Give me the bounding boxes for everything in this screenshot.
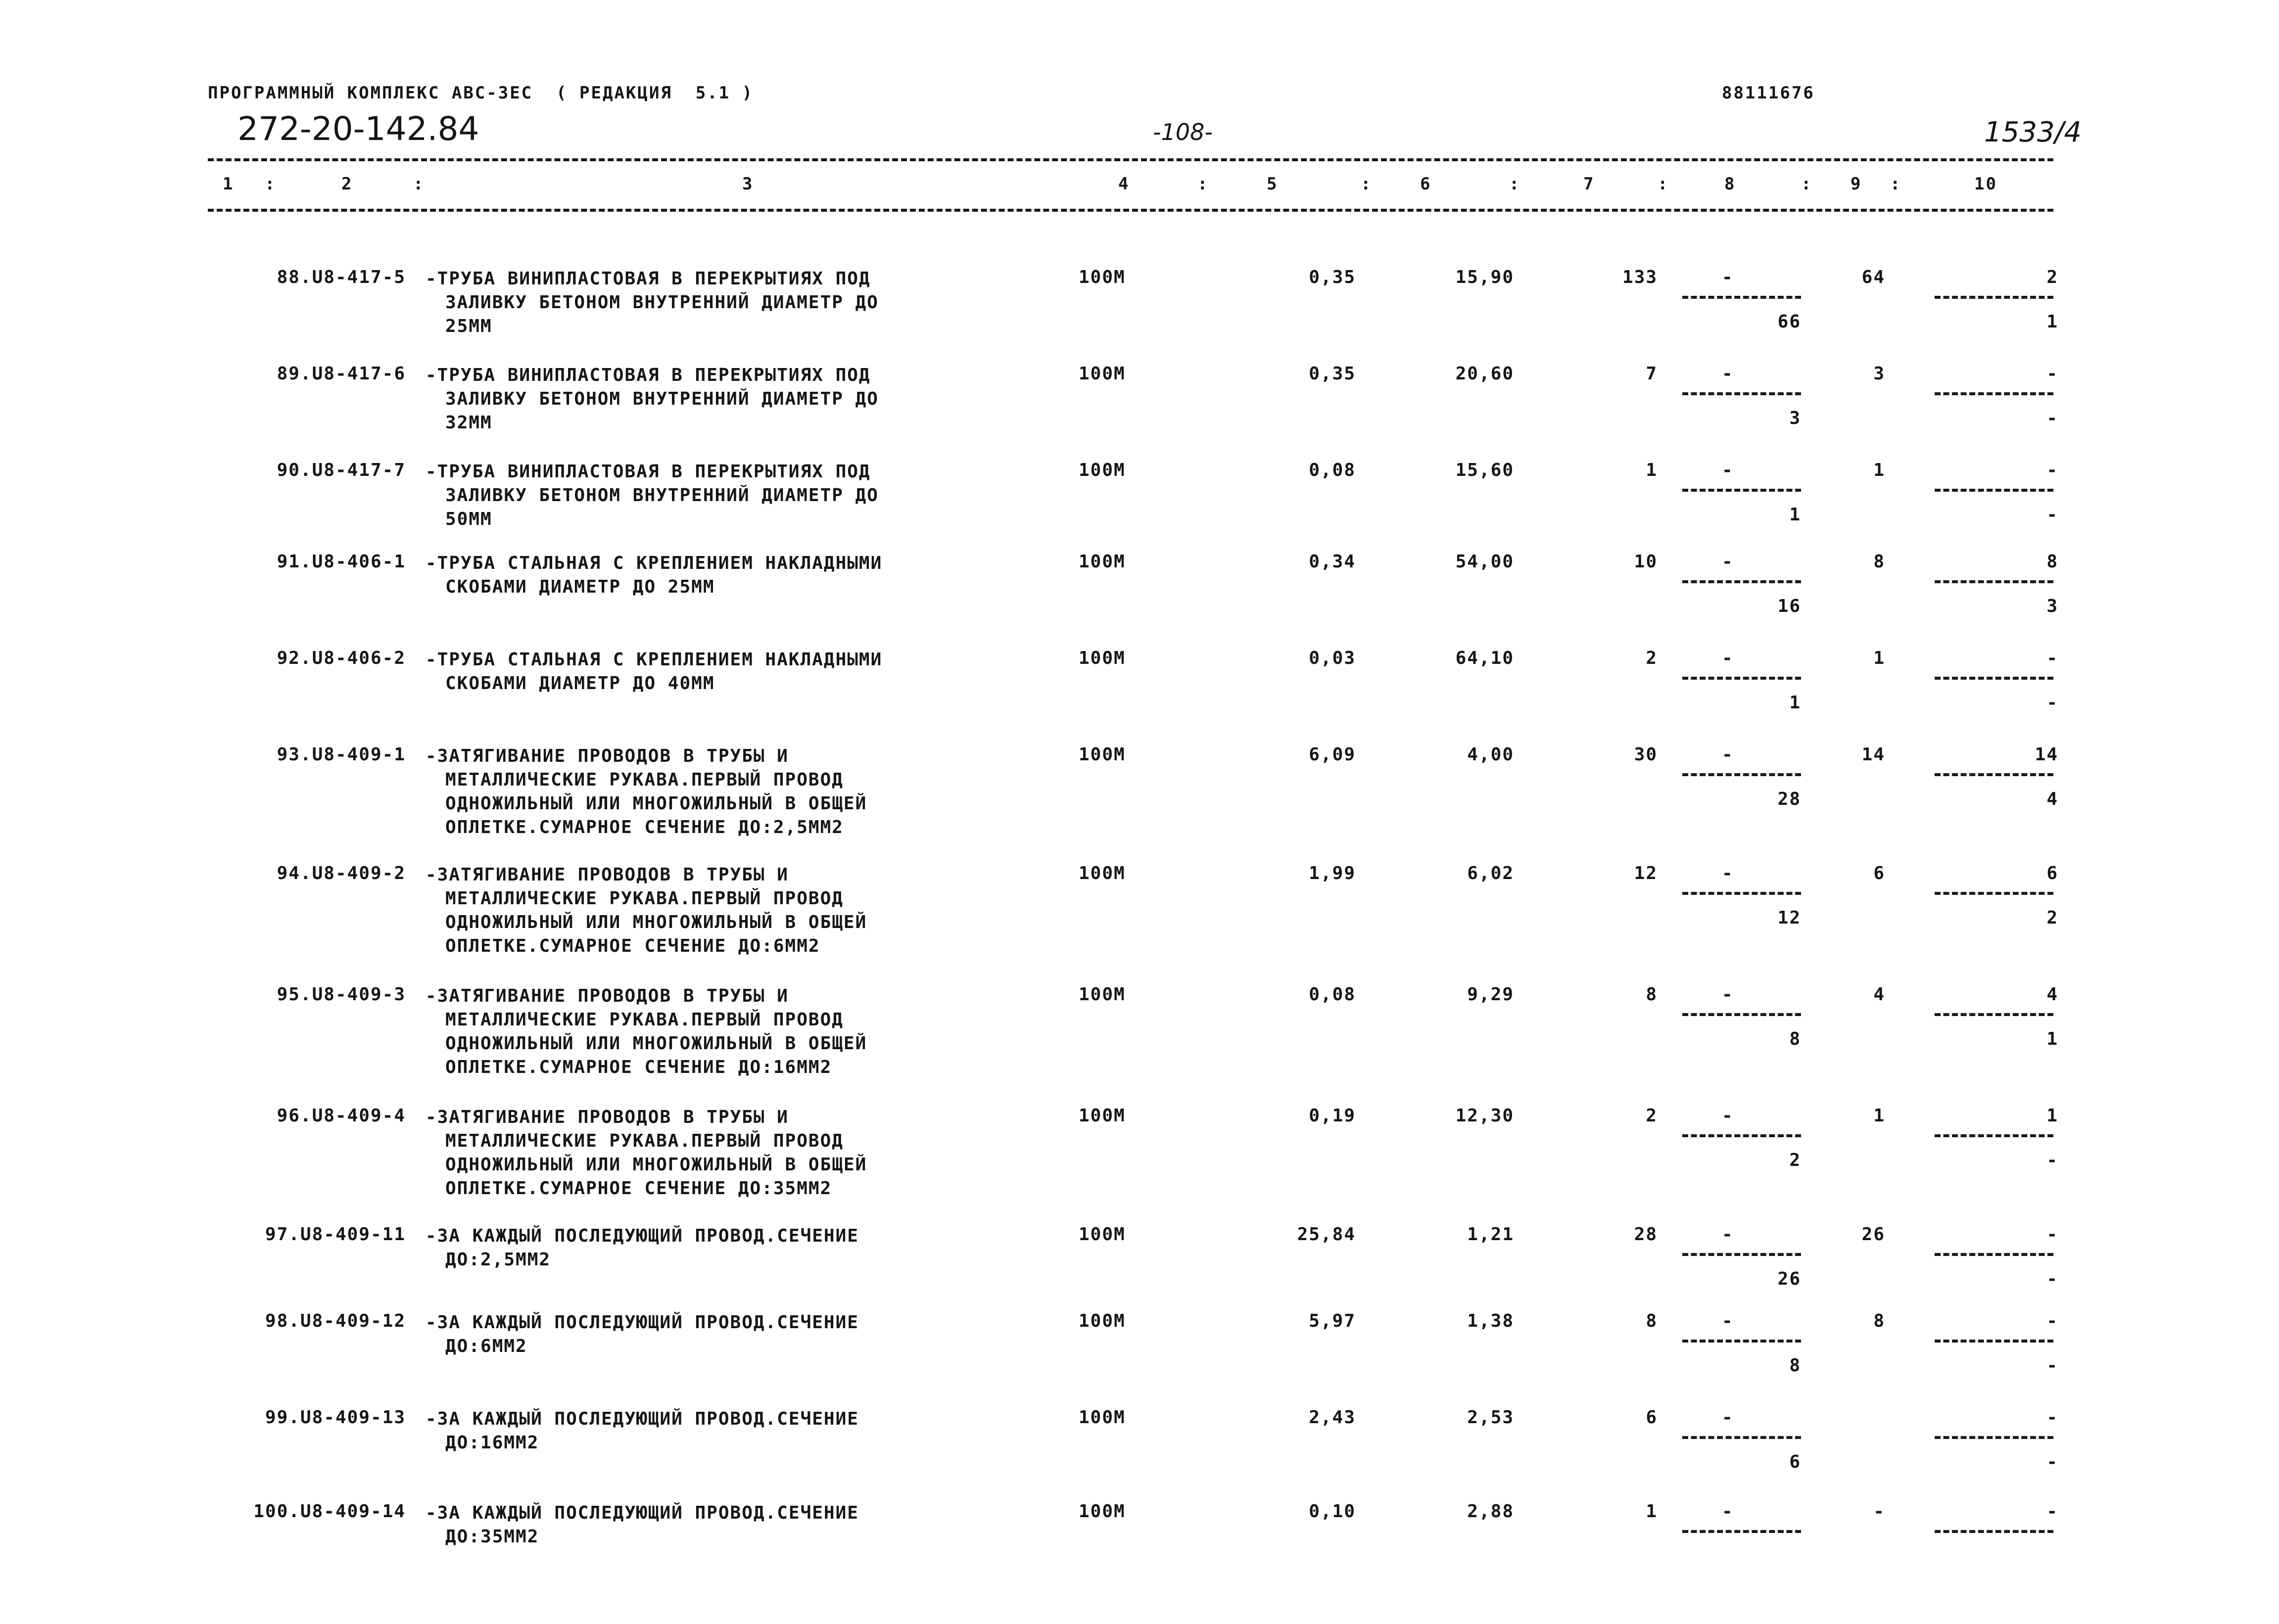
row-col9: 26 bbox=[1861, 1224, 1885, 1245]
row-col10-bottom: - bbox=[2046, 1269, 2058, 1289]
row-code: 90.U8-417-7 bbox=[277, 460, 406, 480]
column-header-15: 9 bbox=[1851, 174, 1862, 194]
row-col7: 8 bbox=[1646, 1311, 1658, 1331]
row-description bbox=[426, 1501, 859, 1549]
row-unit: 100М bbox=[1079, 1407, 1126, 1428]
row-unit: 100М bbox=[1079, 648, 1126, 668]
fraction-line bbox=[1935, 677, 2053, 680]
row-col6: 1,21 bbox=[1467, 1224, 1514, 1245]
row-unit: 100М bbox=[1079, 1224, 1126, 1245]
description-line: -ТРУБА ВИНИПЛАСТОВАЯ В ПЕРЕКРЫТИЯХ ПОД bbox=[426, 269, 871, 289]
fraction-line bbox=[1682, 1436, 1801, 1439]
column-header-5: 4 bbox=[1118, 174, 1130, 194]
document-code: 272-20-142.84 bbox=[237, 110, 479, 148]
row-code: 95.U8-409-3 bbox=[277, 984, 406, 1005]
row-col10-top: - bbox=[2046, 1407, 2058, 1428]
description-line: ДО:16ММ2 bbox=[445, 1433, 539, 1453]
row-col10-bottom: - bbox=[2046, 693, 2058, 713]
row-unit: 100М bbox=[1079, 984, 1126, 1005]
description-line: ОПЛЕТКЕ.СУМАРНОЕ СЕЧЕНИЕ ДО:2,5ММ2 bbox=[445, 817, 844, 837]
row-col9: 64 bbox=[1861, 267, 1885, 287]
fraction-line bbox=[1682, 580, 1801, 583]
column-header-17: 10 bbox=[1974, 174, 1997, 194]
description-line: -ЗА КАЖДЫЙ ПОСЛЕДУЮЩИЙ ПРОВОД.СЕЧЕНИЕ bbox=[426, 1312, 859, 1333]
row-description bbox=[426, 648, 882, 696]
row-col7: 1 bbox=[1646, 460, 1658, 480]
page-number: -108- bbox=[1153, 119, 1213, 145]
row-col8-bottom: 8 bbox=[1789, 1029, 1801, 1049]
row-col10-top: - bbox=[2046, 1224, 2058, 1245]
row-col10-bottom: - bbox=[2046, 1150, 2058, 1170]
fraction-line bbox=[1682, 392, 1801, 395]
row-description bbox=[426, 460, 879, 531]
fraction-line bbox=[1935, 580, 2053, 583]
row-col8-bottom: 8 bbox=[1789, 1355, 1801, 1376]
fraction-line bbox=[1682, 1530, 1801, 1533]
column-header-9: 6 bbox=[1420, 174, 1432, 194]
description-line: -ЗА КАЖДЫЙ ПОСЛЕДУЮЩИЙ ПРОВОД.СЕЧЕНИЕ bbox=[426, 1226, 859, 1246]
row-col6: 1,38 bbox=[1467, 1311, 1514, 1331]
row-col9: 1 bbox=[1873, 460, 1885, 480]
column-header-7: 5 bbox=[1267, 174, 1279, 194]
description-line: -ЗА КАЖДЫЙ ПОСЛЕДУЮЩИЙ ПРОВОД.СЕЧЕНИЕ bbox=[426, 1409, 859, 1429]
description-line: ОПЛЕТКЕ.СУМАРНОЕ СЕЧЕНИЕ ДО:6ММ2 bbox=[445, 936, 820, 956]
row-col9: 3 bbox=[1873, 364, 1885, 384]
row-col10-bottom: - bbox=[2046, 505, 2058, 525]
row-col5: 0,35 bbox=[1309, 364, 1356, 384]
row-description bbox=[426, 1407, 859, 1455]
row-code: 92.U8-406-2 bbox=[277, 648, 406, 668]
column-header-6: : bbox=[1197, 174, 1209, 194]
row-col8-bottom: 1 bbox=[1789, 505, 1801, 525]
description-line: 25ММ bbox=[445, 316, 492, 336]
description-line: -ТРУБА СТАЛЬНАЯ С КРЕПЛЕНИЕМ НАКЛАДНЫМИ bbox=[426, 650, 883, 670]
fraction-line bbox=[1935, 773, 2053, 776]
description-line: ЗАЛИВКУ БЕТОНОМ ВНУТРЕННИЙ ДИАМЕТР ДО bbox=[445, 485, 879, 506]
row-code: 99.U8-409-13 bbox=[265, 1407, 406, 1428]
row-col6: 20,60 bbox=[1455, 364, 1514, 384]
row-col8-bottom: 6 bbox=[1789, 1452, 1801, 1472]
header-rule-bottom bbox=[208, 209, 2053, 212]
row-col8-top: - bbox=[1722, 863, 1734, 883]
row-col5: 25,84 bbox=[1297, 1224, 1356, 1245]
description-line: -ТРУБА СТАЛЬНАЯ С КРЕПЛЕНИЕМ НАКЛАДНЫМИ bbox=[426, 553, 883, 573]
row-col7: 2 bbox=[1646, 1106, 1658, 1126]
description-line: ОПЛЕТКЕ.СУМАРНОЕ СЕЧЕНИЕ ДО:35ММ2 bbox=[445, 1178, 832, 1199]
job-code: 88111676 bbox=[1722, 83, 1815, 103]
column-header-2: 2 bbox=[341, 174, 353, 194]
row-col6: 64,10 bbox=[1455, 648, 1514, 668]
description-line: ДО:6ММ2 bbox=[445, 1336, 527, 1356]
description-line: 32ММ bbox=[445, 413, 492, 433]
row-col5: 0,34 bbox=[1309, 552, 1356, 572]
description-line: ОПЛЕТКЕ.СУМАРНОЕ СЕЧЕНИЕ ДО:16ММ2 bbox=[445, 1057, 832, 1077]
row-col9: 8 bbox=[1873, 552, 1885, 572]
row-col5: 0,10 bbox=[1309, 1501, 1356, 1522]
row-col8-top: - bbox=[1722, 1407, 1734, 1428]
row-col10-bottom: 2 bbox=[2046, 908, 2058, 928]
row-col7: 10 bbox=[1634, 552, 1658, 572]
row-code: 93.U8-409-1 bbox=[277, 744, 406, 765]
row-col8-bottom: 2 bbox=[1789, 1150, 1801, 1170]
fraction-line bbox=[1935, 1530, 2053, 1533]
row-description bbox=[426, 984, 867, 1079]
row-description bbox=[426, 863, 867, 958]
fraction-line bbox=[1935, 1134, 2053, 1137]
row-col8-top: - bbox=[1722, 1501, 1734, 1522]
row-col9: 8 bbox=[1873, 1311, 1885, 1331]
description-line: -ЗАТЯГИВАНИЕ ПРОВОДОВ В ТРУБЫ И bbox=[426, 1107, 789, 1127]
description-line: МЕТАЛЛИЧЕСКИЕ РУКАВА.ПЕРВЫЙ ПРОВОД bbox=[445, 888, 844, 909]
row-col8-top: - bbox=[1722, 552, 1734, 572]
row-description bbox=[426, 1224, 859, 1272]
row-col5: 5,97 bbox=[1309, 1311, 1356, 1331]
row-col10-top: 6 bbox=[2046, 863, 2058, 883]
row-unit: 100М bbox=[1079, 1311, 1126, 1331]
description-line: 50ММ bbox=[445, 509, 492, 529]
row-col10-top: - bbox=[2046, 1311, 2058, 1331]
row-col5: 0,08 bbox=[1309, 984, 1356, 1005]
fraction-line bbox=[1682, 489, 1801, 492]
column-header-3: : bbox=[413, 174, 425, 194]
description-line: ОДНОЖИЛЬНЫЙ ИЛИ МНОГОЖИЛЬНЫЙ В ОБЩЕЙ bbox=[445, 793, 867, 814]
row-col9: 4 bbox=[1873, 984, 1885, 1005]
row-code: 91.U8-406-1 bbox=[277, 552, 406, 572]
column-header-10: : bbox=[1509, 174, 1521, 194]
column-header-14: : bbox=[1801, 174, 1813, 194]
row-col7: 28 bbox=[1634, 1224, 1658, 1245]
header-rule-top bbox=[208, 158, 2053, 161]
row-col7: 12 bbox=[1634, 863, 1658, 883]
row-code: 89.U8-417-6 bbox=[277, 364, 406, 384]
row-col7: 133 bbox=[1622, 267, 1658, 287]
row-unit: 100М bbox=[1079, 1106, 1126, 1126]
row-col5: 0,03 bbox=[1309, 648, 1356, 668]
description-line: -ЗАТЯГИВАНИЕ ПРОВОДОВ В ТРУБЫ И bbox=[426, 986, 789, 1006]
description-line: -ЗАТЯГИВАНИЕ ПРОВОДОВ В ТРУБЫ И bbox=[426, 746, 789, 766]
row-col8-bottom: 26 bbox=[1777, 1269, 1801, 1289]
row-description bbox=[426, 364, 879, 435]
fraction-line bbox=[1935, 296, 2053, 299]
row-col6: 54,00 bbox=[1455, 552, 1514, 572]
row-unit: 100М bbox=[1079, 460, 1126, 480]
row-col6: 4,00 bbox=[1467, 744, 1514, 765]
row-col8-bottom: 66 bbox=[1777, 312, 1801, 332]
row-col5: 0,35 bbox=[1309, 267, 1356, 287]
row-col6: 2,88 bbox=[1467, 1501, 1514, 1522]
row-col9: 6 bbox=[1873, 863, 1885, 883]
row-col6: 15,90 bbox=[1455, 267, 1514, 287]
row-col8-top: - bbox=[1722, 267, 1734, 287]
fraction-line bbox=[1935, 1013, 2053, 1016]
description-line: МЕТАЛЛИЧЕСКИЕ РУКАВА.ПЕРВЫЙ ПРОВОД bbox=[445, 1010, 844, 1030]
description-line: ОДНОЖИЛЬНЫЙ ИЛИ МНОГОЖИЛЬНЫЙ В ОБЩЕЙ bbox=[445, 1033, 867, 1054]
row-description bbox=[426, 1106, 867, 1201]
row-col6: 15,60 bbox=[1455, 460, 1514, 480]
fraction-line bbox=[1935, 1436, 2053, 1439]
column-header-12: : bbox=[1658, 174, 1669, 194]
row-col9: 1 bbox=[1873, 648, 1885, 668]
fraction-line bbox=[1935, 392, 2053, 395]
description-line: -ТРУБА ВИНИПЛАСТОВАЯ В ПЕРЕКРЫТИЯХ ПОД bbox=[426, 462, 871, 482]
row-col8-bottom: 28 bbox=[1777, 789, 1801, 809]
row-col10-bottom: 1 bbox=[2046, 312, 2058, 332]
row-code: 88.U8-417-5 bbox=[277, 267, 406, 287]
row-col7: 6 bbox=[1646, 1407, 1658, 1428]
row-code: 94.U8-409-2 bbox=[277, 863, 406, 883]
row-description bbox=[426, 267, 879, 338]
row-col9: - bbox=[1873, 1501, 1885, 1522]
row-unit: 100М bbox=[1079, 267, 1126, 287]
row-code: 96.U8-409-4 bbox=[277, 1106, 406, 1126]
column-header-11: 7 bbox=[1583, 174, 1595, 194]
row-col5: 0,08 bbox=[1309, 460, 1356, 480]
row-col7: 30 bbox=[1634, 744, 1658, 765]
fraction-line bbox=[1935, 1253, 2053, 1256]
row-code: 98.U8-409-12 bbox=[265, 1311, 406, 1331]
row-col10-bottom: 3 bbox=[2046, 596, 2058, 616]
column-header-16: : bbox=[1890, 174, 1902, 194]
row-col10-top: - bbox=[2046, 1501, 2058, 1522]
description-line: ЗАЛИВКУ БЕТОНОМ ВНУТРЕННИЙ ДИАМЕТР ДО bbox=[445, 389, 879, 409]
row-col9: 14 bbox=[1861, 744, 1885, 765]
row-col8-top: - bbox=[1722, 364, 1734, 384]
row-description bbox=[426, 744, 867, 839]
row-col10-top: 2 bbox=[2046, 267, 2058, 287]
sheet-mark: 1533/4 bbox=[1984, 116, 2082, 148]
description-line: ОДНОЖИЛЬНЫЙ ИЛИ МНОГОЖИЛЬНЫЙ В ОБЩЕЙ bbox=[445, 912, 867, 932]
fraction-line bbox=[1682, 1134, 1801, 1137]
row-col8-top: - bbox=[1722, 1311, 1734, 1331]
description-line: МЕТАЛЛИЧЕСКИЕ РУКАВА.ПЕРВЫЙ ПРОВОД bbox=[445, 770, 844, 790]
row-col7: 8 bbox=[1646, 984, 1658, 1005]
row-col10-top: 14 bbox=[2035, 744, 2058, 765]
description-line: ДО:2,5ММ2 bbox=[445, 1250, 551, 1270]
column-header-1: : bbox=[265, 174, 277, 194]
row-col6: 2,53 bbox=[1467, 1407, 1514, 1428]
row-col10-bottom: - bbox=[2046, 1452, 2058, 1472]
row-description bbox=[426, 552, 882, 599]
row-col8-top: - bbox=[1722, 648, 1734, 668]
fraction-line bbox=[1682, 1253, 1801, 1256]
description-line: ЗАЛИВКУ БЕТОНОМ ВНУТРЕННИЙ ДИАМЕТР ДО bbox=[445, 292, 879, 313]
program-title: ПРОГРАММНЫЙ КОМПЛЕКС АВС-3ЕС ( РЕДАКЦИЯ 5.1 ) bbox=[208, 83, 754, 103]
row-col10-top: - bbox=[2046, 648, 2058, 668]
row-col8-top: - bbox=[1722, 984, 1734, 1005]
row-col7: 1 bbox=[1646, 1501, 1658, 1522]
row-col8-bottom: 16 bbox=[1777, 596, 1801, 616]
row-col7: 7 bbox=[1646, 364, 1658, 384]
row-col10-top: - bbox=[2046, 460, 2058, 480]
row-col10-top: - bbox=[2046, 364, 2058, 384]
column-header-13: 8 bbox=[1724, 174, 1736, 194]
row-col5: 2,43 bbox=[1309, 1407, 1356, 1428]
row-col6: 6,02 bbox=[1467, 863, 1514, 883]
row-code: 100.U8-409-14 bbox=[253, 1501, 406, 1522]
row-unit: 100М bbox=[1079, 863, 1126, 883]
row-col6: 9,29 bbox=[1467, 984, 1514, 1005]
column-header-4: 3 bbox=[742, 174, 754, 194]
row-col5: 0,19 bbox=[1309, 1106, 1356, 1126]
description-line: СКОБАМИ ДИАМЕТР ДО 40ММ bbox=[445, 673, 715, 694]
row-description bbox=[426, 1311, 859, 1358]
row-unit: 100М bbox=[1079, 1501, 1126, 1522]
row-col10-top: 4 bbox=[2046, 984, 2058, 1005]
row-col7: 2 bbox=[1646, 648, 1658, 668]
row-col5: 6,09 bbox=[1309, 744, 1356, 765]
row-col8-top: - bbox=[1722, 460, 1734, 480]
fraction-line bbox=[1682, 1013, 1801, 1016]
row-col8-top: - bbox=[1722, 1224, 1734, 1245]
description-line: -ЗАТЯГИВАНИЕ ПРОВОДОВ В ТРУБЫ И bbox=[426, 865, 789, 885]
row-col10-bottom: - bbox=[2046, 408, 2058, 428]
description-line: ОДНОЖИЛЬНЫЙ ИЛИ МНОГОЖИЛЬНЫЙ В ОБЩЕЙ bbox=[445, 1155, 867, 1175]
row-col6: 12,30 bbox=[1455, 1106, 1514, 1126]
row-col8-top: - bbox=[1722, 744, 1734, 765]
description-line: СКОБАМИ ДИАМЕТР ДО 25ММ bbox=[445, 577, 715, 597]
fraction-line bbox=[1935, 892, 2053, 895]
fraction-line bbox=[1682, 677, 1801, 680]
description-line: МЕТАЛЛИЧЕСКИЕ РУКАВА.ПЕРВЫЙ ПРОВОД bbox=[445, 1131, 844, 1151]
description-line: ДО:35ММ2 bbox=[445, 1527, 539, 1547]
row-col8-bottom: 12 bbox=[1777, 908, 1801, 928]
row-col5: 1,99 bbox=[1309, 863, 1356, 883]
fraction-line bbox=[1682, 892, 1801, 895]
row-unit: 100М bbox=[1079, 364, 1126, 384]
fraction-line bbox=[1935, 489, 2053, 492]
fraction-line bbox=[1935, 1340, 2053, 1343]
row-code: 97.U8-409-11 bbox=[265, 1224, 406, 1245]
row-col8-top: - bbox=[1722, 1106, 1734, 1126]
row-unit: 100М bbox=[1079, 552, 1126, 572]
row-col8-bottom: 3 bbox=[1789, 408, 1801, 428]
row-col10-top: 1 bbox=[2046, 1106, 2058, 1126]
description-line: -ЗА КАЖДЫЙ ПОСЛЕДУЮЩИЙ ПРОВОД.СЕЧЕНИЕ bbox=[426, 1503, 859, 1523]
row-col8-bottom: 1 bbox=[1789, 693, 1801, 713]
row-col9: 1 bbox=[1873, 1106, 1885, 1126]
column-header-0: 1 bbox=[223, 174, 235, 194]
fraction-line bbox=[1682, 296, 1801, 299]
row-col10-bottom: - bbox=[2046, 1355, 2058, 1376]
row-col10-bottom: 1 bbox=[2046, 1029, 2058, 1049]
fraction-line bbox=[1682, 1340, 1801, 1343]
column-header-8: : bbox=[1361, 174, 1373, 194]
row-col10-bottom: 4 bbox=[2046, 789, 2058, 809]
fraction-line bbox=[1682, 773, 1801, 776]
description-line: -ТРУБА ВИНИПЛАСТОВАЯ В ПЕРЕКРЫТИЯХ ПОД bbox=[426, 365, 871, 385]
row-unit: 100М bbox=[1079, 744, 1126, 765]
row-col10-top: 8 bbox=[2046, 552, 2058, 572]
